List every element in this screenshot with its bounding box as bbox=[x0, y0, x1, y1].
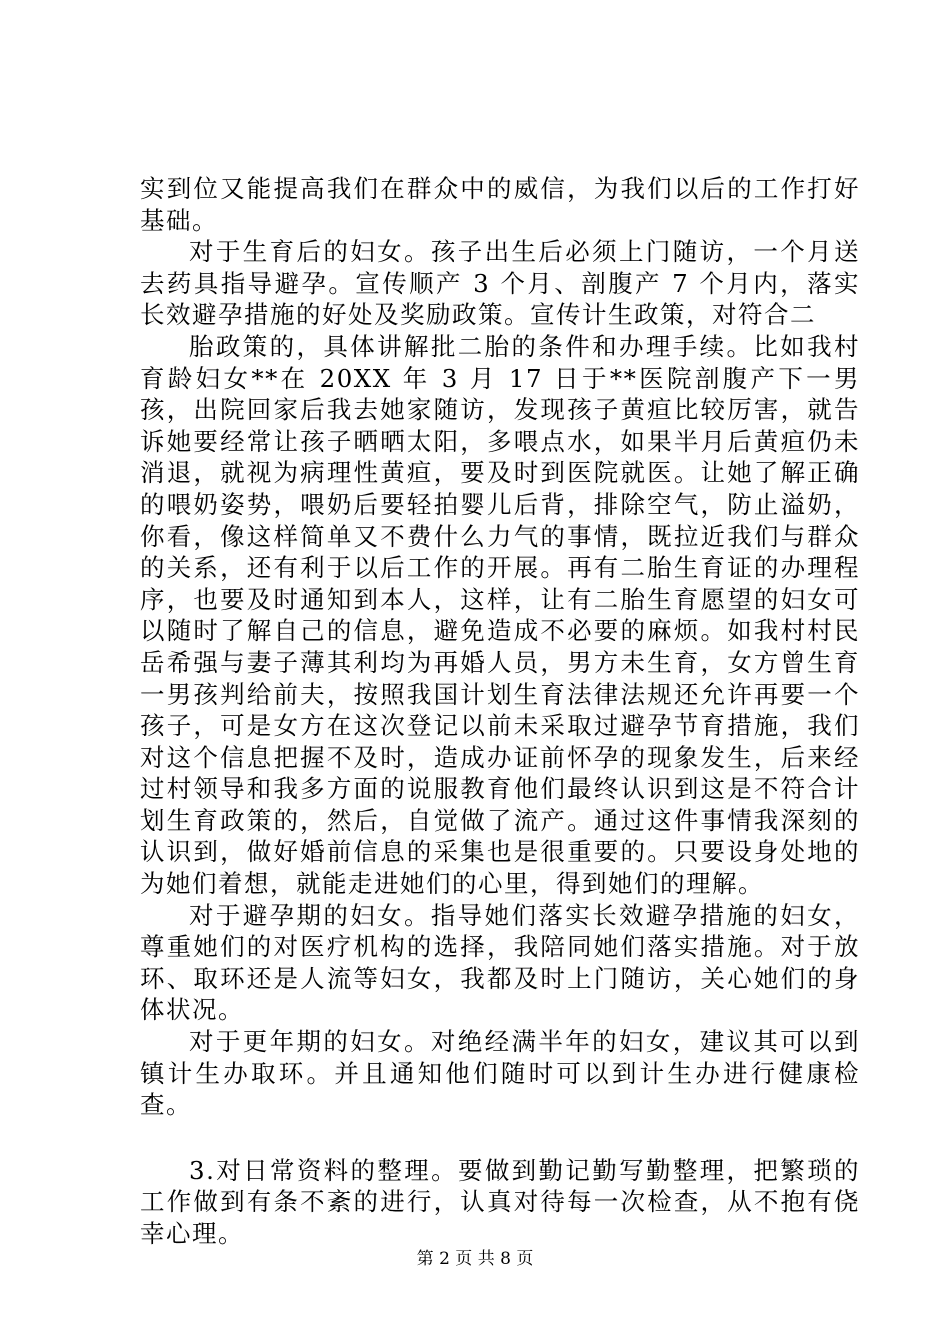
paragraph-continuation: 实到位又能提高我们在群众中的威信，为我们以后的工作打好基础。 bbox=[140, 174, 860, 235]
page-number-footer: 第 2 页 共 8 页 bbox=[416, 1249, 534, 1269]
paragraph-postpartum: 对于生育后的妇女。孩子出生后必须上门随访，一个月送去药具指导避孕。宣传顺产 3 个月、剖腹产 7 个月内，落实长效避孕措施的好处及奖励政策。宣传计生政策，对符合二 bbox=[140, 237, 860, 330]
paragraph-second-child-policy: 胎政策的，具体讲解批二胎的条件和办理手续。比如我村育龄妇女**在 20XX 年 3 月 17 日于**医院剖腹产下一男孩，出院回家后我去她家随访，发现孩子黄疸比较厉害，就告诉她要经常让孩子晒晒太阳，多喂点水，如果半月后黄疸仍未消退，就视为病理性黄疸，要及时到医院就医。让她了解正确的喂奶姿势，喂奶后要轻拍婴儿后背，排除空气，防止溢奶，你看，像这样简单又不费什么力气的事情，既拉近我们与群众的关系，还有利于以后工作的开展。再有二胎生育证的办理程序，也要及时通知到本人，这样，让有二胎生育愿望的妇女可以随时了解自己的信息，避免造成不必要的麻烦。如我村村民岳希强与妻子薄其利均为再婚人员，男方未生育，女方曾生育一男孩判给前夫，按照我国计划生育法律法规还允许再要一个孩子，可是女方在这次登记以前未采取过避孕节育措施，我们对这个信息把握不及时，造成办证前怀孕的现象发生，后来经过村领导和我多方面的说服教育他们最终认识到这是不符合计划生育政策的，然后，自觉做了流产。通过这件事情我深刻的认识到，做好婚前信息的采集也是很重要的。只要设身处地的为她们着想，就能走进她们的心里，得到她们的理解。 bbox=[140, 331, 860, 899]
paragraph-records-management: 3.对日常资料的整理。要做到勤记勤写勤整理，把繁琐的工作做到有条不紊的进行，认真对待每一次检查，从不抱有侥幸心理。 bbox=[140, 1155, 860, 1248]
paragraph-contraception-period: 对于避孕期的妇女。指导她们落实长效避孕措施的妇女，尊重她们的对医疗机构的选择，我陪同她们落实措施。对于放环、取环还是人流等妇女，我都及时上门随访，关心她们的身体状况。 bbox=[140, 900, 860, 1025]
paragraph-menopause: 对于更年期的妇女。对绝经满半年的妇女，建议其可以到镇计生办取环。并且通知他们随时可以到计生办进行健康检查。 bbox=[140, 1027, 860, 1120]
document-body bbox=[140, 173, 860, 1250]
